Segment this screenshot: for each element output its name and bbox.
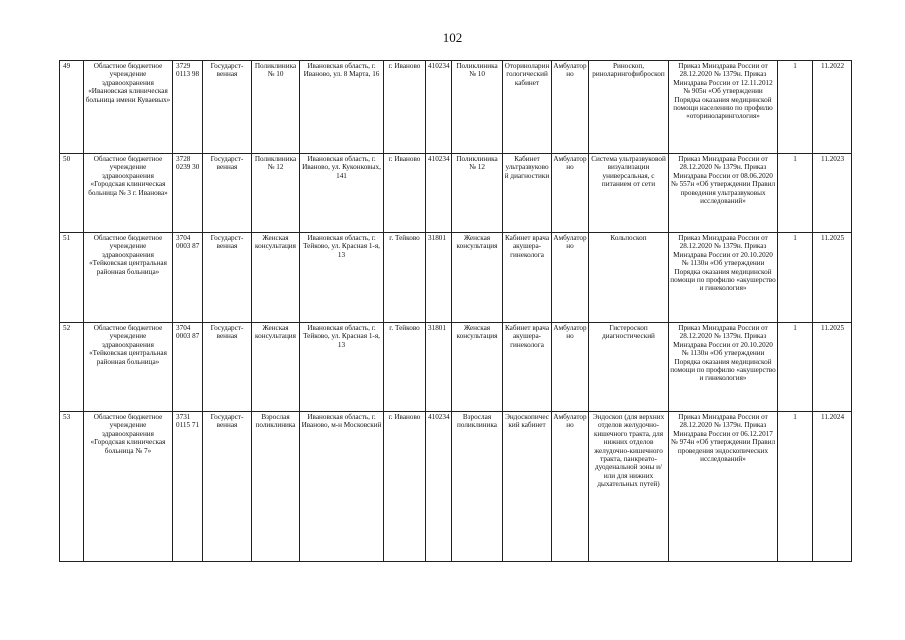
row-number: 52 <box>60 323 84 412</box>
equipment-name: Гистероскоп диагностический <box>589 323 669 412</box>
address: Ивановская область, г. Тейково, ул. Красная 1-я, 13 <box>300 323 384 412</box>
equipment-name: Система ультразвуковой визуализации универсальная, с питанием от сети <box>589 154 669 233</box>
inn-code: 3731 0115 71 <box>173 412 203 562</box>
care-condition: Амбулаторно <box>552 233 589 323</box>
city: г. Иваново <box>384 412 426 562</box>
unit-name: Женская консультация <box>252 233 300 323</box>
zip-code: 31801 <box>426 323 452 412</box>
unit-name: Женская консультация <box>252 323 300 412</box>
delivery-date: 11.2025 <box>813 323 852 412</box>
ownership-form: Государст-венная <box>203 154 252 233</box>
delivery-date: 11.2025 <box>813 233 852 323</box>
zip-code: 31801 <box>426 233 452 323</box>
ownership-form: Государст-венная <box>203 323 252 412</box>
subunit-name: Женская консультация <box>452 323 503 412</box>
room-name: Кабинет врача акушера-гинеколога <box>503 233 552 323</box>
subunit-name: Поликлиника № 12 <box>452 154 503 233</box>
page-number: 102 <box>442 30 463 45</box>
ownership-form: Государст-венная <box>203 412 252 562</box>
quantity: 1 <box>778 323 813 412</box>
table-row <box>60 412 852 562</box>
care-condition: Амбулаторно <box>552 61 589 154</box>
delivery-date: 11.2023 <box>813 154 852 233</box>
unit-name: Поликлиника № 12 <box>252 154 300 233</box>
city: г. Иваново <box>384 154 426 233</box>
unit-name: Взрослая поликлиника <box>252 412 300 562</box>
zip-code: 410234 <box>426 61 452 154</box>
city: г. Иваново <box>384 61 426 154</box>
regulation-order: Приказ Минздрава России от 28.12.2020 № 1379н. Приказ Минздрава России от 06.12.2017 № 974н «Об утверждении Правил проведения эндоскопических исследований» <box>669 412 778 562</box>
inn-code: 3729 0113 98 <box>173 61 203 154</box>
row-number: 50 <box>60 154 84 233</box>
address: Ивановская область, г. Иваново, ул. Куконковых, 141 <box>300 154 384 233</box>
quantity: 1 <box>778 61 813 154</box>
table-row <box>60 154 852 233</box>
regulation-order: Приказ Минздрава России от 28.12.2020 № 1379н. Приказ Минздрава России от 20.10.2020 № 1130н «Об утверждении Порядка оказания медицинской помощи по профилю «акушерство и гинекология» <box>669 233 778 323</box>
delivery-date: 11.2024 <box>813 412 852 562</box>
inn-code: 3704 0003 87 <box>173 323 203 412</box>
room-name: Оториноларингологический кабинет <box>503 61 552 154</box>
equipment-name: Эндоскоп (для верхних отделов желудочно-кишечного тракта, для нижних отделов желудочно-кишечного тракта, панкреато-дуоденальной зоны и/или для нижних дыхательных путей) <box>589 412 669 562</box>
unit-name: Поликлиника № 10 <box>252 61 300 154</box>
inn-code: 3728 0239 30 <box>173 154 203 233</box>
regulation-order: Приказ Минздрава России от 28.12.2020 № 1379н. Приказ Минздрава России от 08.06.2020 № 557н «Об утверждении Правил проведения ультразвуковых исследований» <box>669 154 778 233</box>
regulation-order: Приказ Минздрава России от 28.12.2020 № 1379н. Приказ Минздрава России от 20.10.2020 № 1130н «Об утверждении Порядка оказания медицинской помощи по профилю «акушерство и гинекология» <box>669 323 778 412</box>
care-condition: Амбулаторно <box>552 412 589 562</box>
ownership-form: Государст-венная <box>203 61 252 154</box>
address: Ивановская область, г. Иваново, м-н Московский <box>300 412 384 562</box>
city: г. Тейково <box>384 233 426 323</box>
organization-name: Областное бюджетное учреждение здравоохранения «Городская клиническая больница № 7» <box>84 412 173 562</box>
row-number: 53 <box>60 412 84 562</box>
equipment-name: Риноскоп, риноларингофиброскоп <box>589 61 669 154</box>
row-number: 51 <box>60 233 84 323</box>
address: Ивановская область, г. Иваново, ул. 8 Марта, 16 <box>300 61 384 154</box>
quantity: 1 <box>778 233 813 323</box>
table-row <box>60 323 852 412</box>
room-name: Кабинет ультразвуковой диагностики <box>503 154 552 233</box>
quantity: 1 <box>778 154 813 233</box>
ownership-form: Государст-венная <box>203 233 252 323</box>
zip-code: 410234 <box>426 412 452 562</box>
row-number: 49 <box>60 61 84 154</box>
room-name: Эндоскопический кабинет <box>503 412 552 562</box>
city: г. Тейково <box>384 323 426 412</box>
organization-name: Областное бюджетное учреждение здравоохранения «Тейковская центральная районная больница» <box>84 323 173 412</box>
organization-name: Областное бюджетное учреждение здравоохранения «Городская клиническая больница № 3 г. Иванова» <box>84 154 173 233</box>
room-name: Кабинет врача акушера-гинеколога <box>503 323 552 412</box>
address: Ивановская область, г. Тейково, ул. Красная 1-я, 13 <box>300 233 384 323</box>
inn-code: 3704 0003 87 <box>173 233 203 323</box>
care-condition: Амбулаторно <box>552 323 589 412</box>
delivery-date: 11.2022 <box>813 61 852 154</box>
subunit-name: Поликлиника № 10 <box>452 61 503 154</box>
care-condition: Амбулаторно <box>552 154 589 233</box>
subunit-name: Взрослая поликлиника <box>452 412 503 562</box>
organization-name: Областное бюджетное учреждение здравоохранения «Тейковская центральная районная больница» <box>84 233 173 323</box>
subunit-name: Женская консультация <box>452 233 503 323</box>
zip-code: 410234 <box>426 154 452 233</box>
equipment-name: Кольпоскоп <box>589 233 669 323</box>
organization-name: Областное бюджетное учреждение здравоохранения «Ивановская клиническая больница имени Куваевых» <box>84 61 173 154</box>
table-row <box>60 233 852 323</box>
equipment-table <box>59 60 852 562</box>
regulation-order: Приказ Минздрава России от 28.12.2020 № 1379н. Приказ Минздрава России от 12.11.2012 № 905н «Об утверждении Порядка оказания медицинской помощи населению по профилю «оториноларингология» <box>669 61 778 154</box>
table-row <box>60 61 852 154</box>
quantity: 1 <box>778 412 813 562</box>
